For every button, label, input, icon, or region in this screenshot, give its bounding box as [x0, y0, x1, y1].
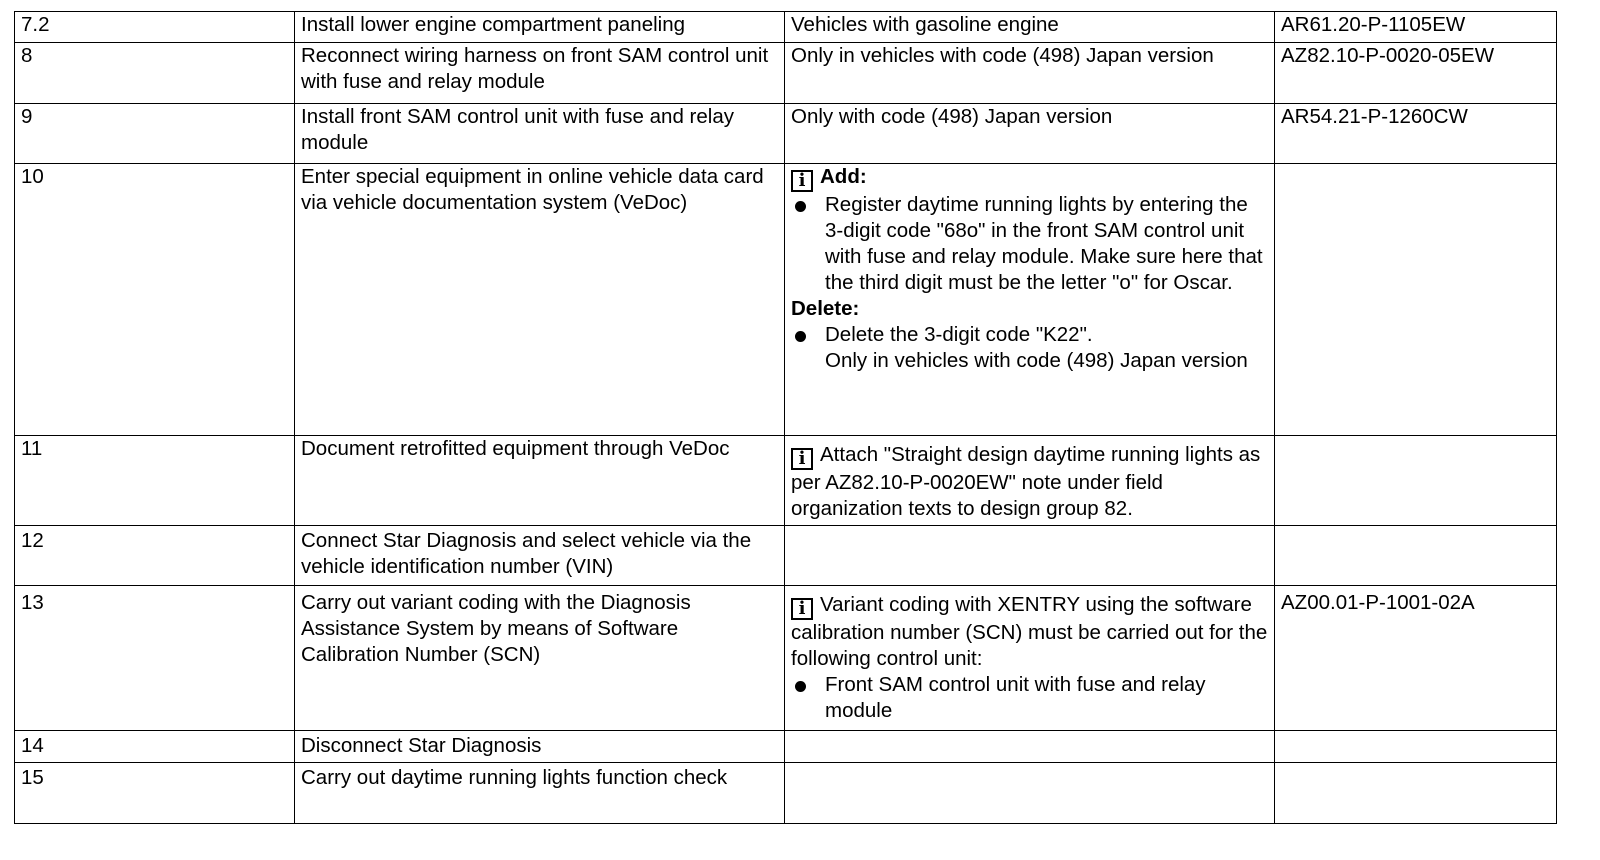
delete-bullet-condition: Only in vehicles with code (498) Japan version [825, 349, 1248, 372]
delete-heading: Delete: [791, 297, 860, 320]
step-number: 14 [15, 731, 295, 763]
note-intro [791, 592, 1268, 672]
note-cell: Vehicles with gasoline engine [785, 12, 1275, 43]
reference-cell [1275, 436, 1557, 526]
note-cell [785, 436, 1275, 526]
reference-cell: AZ00.01-P-1001-02A [1275, 586, 1557, 731]
table-row [15, 526, 1557, 586]
note-cell [785, 763, 1275, 824]
note-cell [785, 164, 1275, 436]
info-icon: i [791, 598, 813, 620]
list-item: Register daytime running lights by entering the 3-digit code "68o" in the front SAM control unit with fuse and relay module. Make sure here that the third digit must be the letter "o" for Oscar. [791, 192, 1268, 296]
table-row [15, 731, 1557, 763]
note-cell [785, 731, 1275, 763]
table-row [15, 586, 1557, 731]
add-heading-line [791, 164, 1268, 192]
note-cell: Only with code (498) Japan version [785, 104, 1275, 164]
step-number: 7.2 [15, 12, 295, 43]
delete-list [791, 322, 1268, 374]
step-number: 8 [15, 43, 295, 104]
reference-cell: AZ82.10-P-0020-05EW [1275, 43, 1557, 104]
operation-cell: Connect Star Diagnosis and select vehicle via the vehicle identification number (VIN) [295, 526, 785, 586]
table-row [15, 43, 1557, 104]
step-number: 13 [15, 586, 295, 731]
add-heading: Add: [820, 165, 867, 188]
step-number: 9 [15, 104, 295, 164]
operation-cell: Install lower engine compartment paneling [295, 12, 785, 43]
step-number: 15 [15, 763, 295, 824]
reference-cell: AR54.21-P-1260CW [1275, 104, 1557, 164]
operation-cell: Carry out variant coding with the Diagnosis Assistance System by means of Software Calibration Number (SCN) [295, 586, 785, 731]
reference-cell: AR61.20-P-1105EW [1275, 12, 1557, 43]
info-icon: i [791, 170, 813, 192]
reference-cell [1275, 731, 1557, 763]
operation-cell: Disconnect Star Diagnosis [295, 731, 785, 763]
info-icon: i [791, 448, 813, 470]
table-row [15, 164, 1557, 436]
reference-cell [1275, 763, 1557, 824]
list-item: Front SAM control unit with fuse and relay module [791, 672, 1268, 724]
operation-cell: Carry out daytime running lights function check [295, 763, 785, 824]
operation-cell: Install front SAM control unit with fuse and relay module [295, 104, 785, 164]
add-list [791, 192, 1268, 296]
note-cell: Only in vehicles with code (498) Japan version [785, 43, 1275, 104]
table-row [15, 12, 1557, 43]
note-cell [785, 526, 1275, 586]
procedure-table [14, 11, 1557, 824]
operation-cell: Reconnect wiring harness on front SAM control unit with fuse and relay module [295, 43, 785, 104]
reference-cell [1275, 526, 1557, 586]
note-text: Attach "Straight design daytime running lights as per AZ82.10-P-0020EW" note under field organization texts to design group 82. [791, 443, 1261, 520]
operation-cell: Document retrofitted equipment through VeDoc [295, 436, 785, 526]
step-number: 10 [15, 164, 295, 436]
table-row [15, 763, 1557, 824]
delete-bullet-text: Delete the 3-digit code "K22". [825, 323, 1093, 346]
list-item [791, 322, 1268, 374]
table-row [15, 436, 1557, 526]
note-text: Variant coding with XENTRY using the software calibration number (SCN) must be carried out for the following control unit: [791, 593, 1268, 670]
step-number: 11 [15, 436, 295, 526]
reference-cell [1275, 164, 1557, 436]
control-unit-list [791, 672, 1268, 724]
operation-cell: Enter special equipment in online vehicle data card via vehicle documentation system (VeDoc) [295, 164, 785, 436]
note-cell [785, 586, 1275, 731]
table-row [15, 104, 1557, 164]
step-number: 12 [15, 526, 295, 586]
